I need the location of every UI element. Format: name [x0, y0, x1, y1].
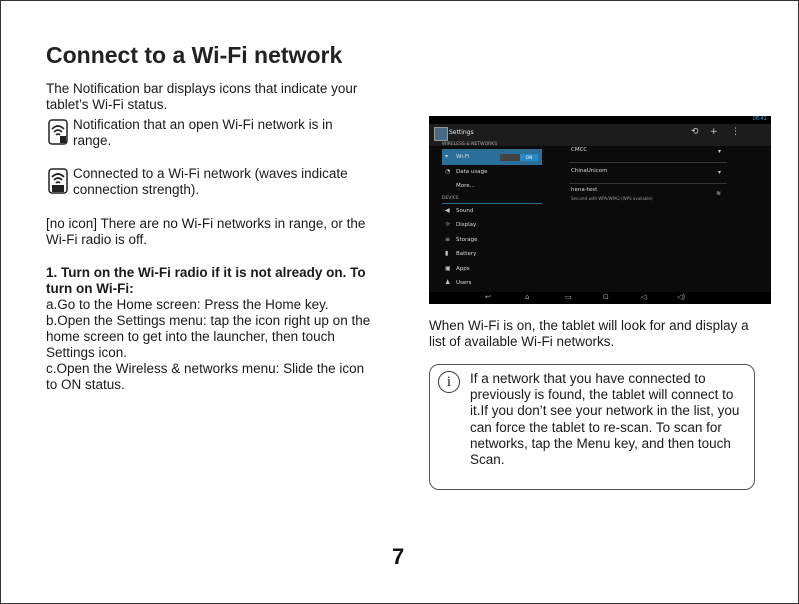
step-a: a.Go to the Home screen: Press the Home key.	[46, 297, 329, 312]
volume-up-icon: ◁)	[677, 293, 686, 301]
nav-bar	[429, 292, 771, 304]
intro-text: The Notification bar displays icons that indicate your tablet’s Wi-Fi status.	[46, 81, 358, 112]
network-item	[569, 163, 727, 184]
more-label: More...	[456, 183, 475, 189]
step-b: b.Open the Settings menu: tap the icon right up on the home screen to get into the launcher, then touch Settings icon.	[46, 313, 371, 360]
users-icon: ♟	[445, 279, 451, 286]
status-item-text: Notification that an open Wi-Fi network is in range.	[73, 117, 333, 148]
settings-item-data-usage	[442, 165, 542, 180]
screenshot-caption: When Wi-Fi is on, the tablet will look for and display a list of available Wi-Fi networks.	[429, 318, 749, 349]
battery-label: Battery	[456, 251, 477, 257]
wifi-connected-icon	[48, 168, 68, 194]
storage-icon: ≡	[445, 235, 451, 243]
sound-label: Sound	[456, 207, 474, 214]
apps-icon: ▣	[445, 264, 451, 272]
back-icon: ↩	[485, 293, 491, 301]
storage-label: Storage	[456, 236, 478, 243]
wps-icon: ⟲	[691, 127, 699, 137]
network-name: CMCC	[571, 147, 588, 153]
settings-screenshot	[429, 116, 771, 304]
network-name: hena-test	[571, 187, 598, 193]
network-item	[569, 184, 727, 204]
note-box	[429, 364, 755, 490]
battery-icon: ▮	[445, 250, 449, 257]
settings-item-more	[442, 179, 542, 194]
data-usage-icon: ◔	[445, 167, 451, 175]
wifi-icon: ▾	[445, 153, 449, 160]
overflow-menu-icon: ⋮	[731, 127, 740, 137]
wifi-toggle-label: ON	[520, 154, 538, 161]
home-icon: ⌂	[525, 293, 530, 301]
settings-item-display	[442, 218, 542, 233]
network-list	[569, 142, 727, 204]
sound-icon: ◀	[445, 206, 450, 214]
settings-app-icon	[434, 127, 448, 141]
settings-item-wifi	[442, 150, 542, 165]
page-number: 7	[392, 544, 405, 569]
info-icon: i	[438, 371, 460, 393]
no-icon-text: [no icon] There are no Wi-Fi networks in range, or the Wi-Fi radio is off.	[46, 216, 366, 247]
status-bar	[429, 116, 771, 124]
users-label: Users	[456, 280, 472, 286]
network-name: ChinaUnicom	[571, 168, 608, 174]
wifi-signal-icon: ≋	[715, 190, 721, 197]
status-item-text: Connected to a Wi-Fi network (waves indicate connection strength).	[73, 166, 348, 197]
app-title: Settings	[449, 129, 474, 136]
add-icon: +	[710, 127, 718, 137]
apps-label: Apps	[456, 265, 470, 272]
screenshot-icon: ⊡	[603, 293, 609, 301]
clock: 08:41	[752, 116, 767, 122]
display-icon: ☼	[445, 221, 451, 228]
network-item	[569, 142, 727, 163]
steps-block	[46, 265, 376, 393]
wifi-label: Wi-Fi	[456, 154, 470, 160]
data-usage-label: Data usage	[456, 168, 488, 175]
recent-apps-icon: ▭	[565, 293, 572, 301]
wifi-signal-icon: ▾	[717, 169, 721, 176]
settings-item-battery	[442, 247, 542, 262]
network-security: Secured with WPA/WPA2 (WPS available)	[571, 196, 653, 201]
section-wireless: WIRELESS & NETWORKS	[442, 140, 542, 150]
display-label: Display	[456, 222, 477, 228]
settings-item-users	[442, 276, 542, 291]
wifi-toggle	[500, 154, 538, 161]
page-title: Connect to a Wi-Fi network	[46, 42, 343, 68]
wifi-open-icon	[48, 119, 68, 145]
settings-item-sound	[442, 204, 542, 219]
step-c: c.Open the Wireless & networks menu: Slide the icon to ON status.	[46, 361, 365, 392]
wifi-signal-icon: ▾	[717, 148, 721, 155]
section-device: DEVICE	[442, 194, 542, 204]
volume-down-icon: ◁	[641, 293, 647, 301]
note-text: If a network that you have connected to previously is found, the tablet will connect to it.If you don’t see your network in the list, you can force the tablet to re-scan. To scan for networks, tap the Menu key, and then touch Scan.	[470, 371, 740, 468]
settings-list	[442, 140, 542, 291]
settings-item-storage	[442, 233, 542, 248]
steps-heading: 1. Turn on the Wi-Fi radio if it is not already on. To turn on Wi-Fi:	[46, 265, 366, 296]
settings-item-apps	[442, 262, 542, 277]
